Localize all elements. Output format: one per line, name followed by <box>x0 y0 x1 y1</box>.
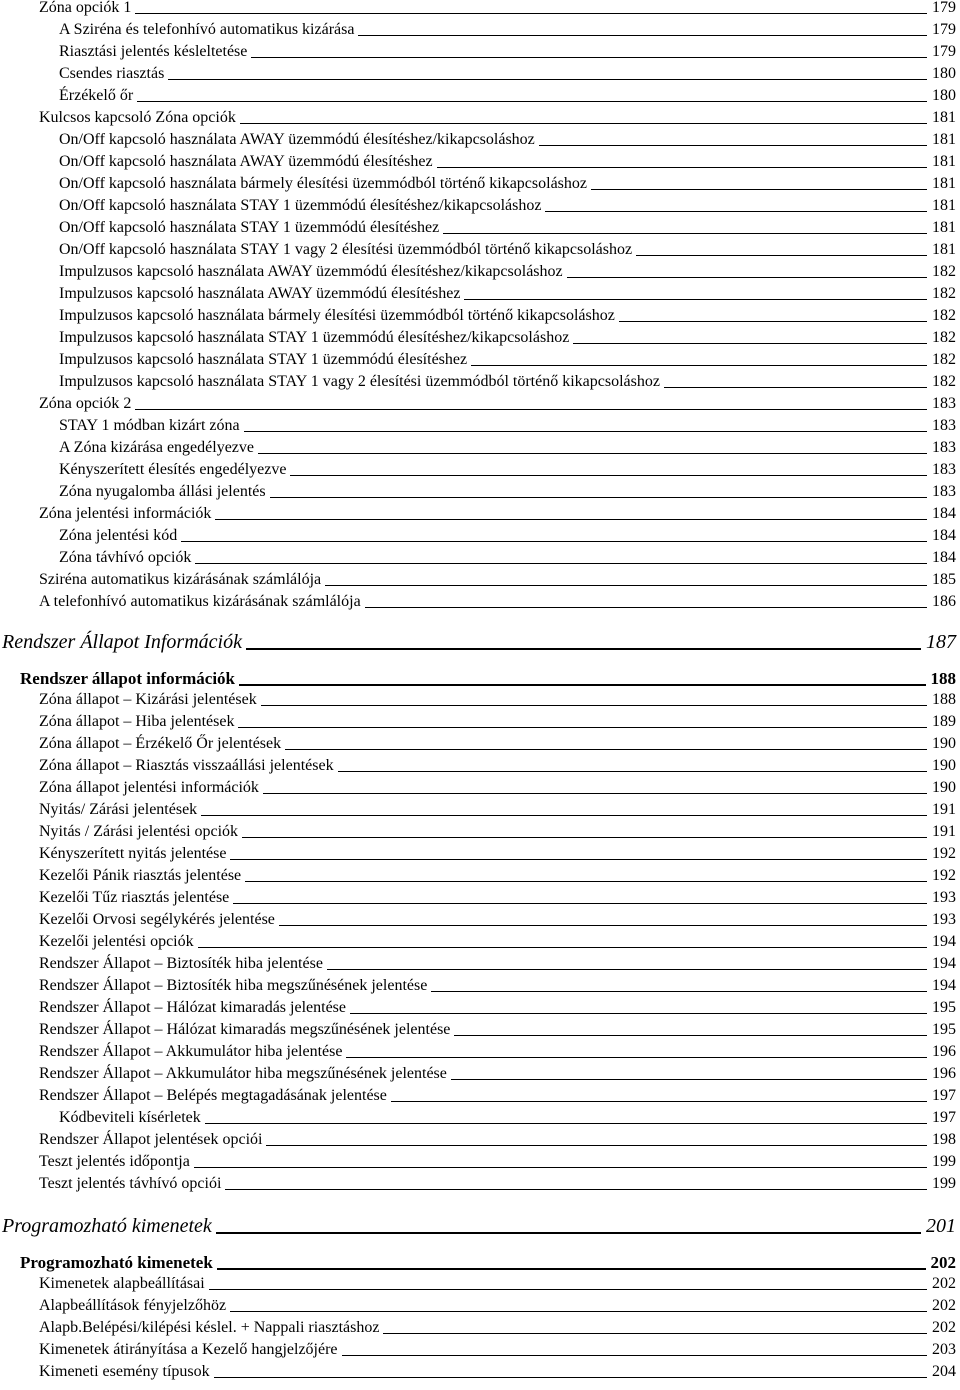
toc-entry[interactable] <box>0 888 960 907</box>
toc-subentry[interactable] <box>0 438 960 457</box>
toc-leader-line <box>619 321 927 322</box>
toc-title: Rendszer állapot információk <box>20 669 236 688</box>
toc-title: Rendszer Állapot – Biztosíték hiba jelentése <box>39 955 323 972</box>
toc-leader-line <box>233 903 927 904</box>
toc-entry[interactable] <box>0 1362 960 1381</box>
toc-subentry[interactable] <box>0 1108 960 1127</box>
toc-leader-line <box>270 497 927 498</box>
toc-title: Kimeneti esemény típusok <box>39 1363 210 1380</box>
toc-title: Rendszer Állapot – Akkumulátor hiba megszűnésének jelentése <box>39 1065 447 1082</box>
toc-title: On/Off kapcsoló használata AWAY üzemmódú élesítéshez <box>59 153 433 170</box>
toc-title: A Sziréna és telefonhívó automatikus kizárása <box>59 21 355 38</box>
toc-leader-line <box>266 1145 927 1146</box>
toc-title: Rendszer Állapot – Hálózat kimaradás jelentése <box>39 999 346 1016</box>
toc-page-number: 199 <box>932 1175 956 1192</box>
toc-page-number: 182 <box>932 307 956 324</box>
toc-leader-line <box>365 607 927 608</box>
toc-subentry[interactable] <box>0 350 960 369</box>
toc-subentry[interactable] <box>0 460 960 479</box>
toc-page-number: 179 <box>932 0 956 16</box>
toc-leader-line <box>238 727 927 728</box>
toc-leader-line <box>261 705 927 706</box>
toc-entry[interactable] <box>0 690 960 709</box>
toc-leader-line <box>437 167 927 168</box>
toc-leader-line <box>230 859 927 860</box>
toc-leader-line <box>244 431 927 432</box>
toc-leader-line <box>215 519 927 520</box>
toc-page-number: 197 <box>932 1087 956 1104</box>
toc-title: Zóna állapot – Érzékelő Őr jelentések <box>39 735 282 752</box>
toc-title: Kimenetek átirányítása a Kezelő hangjelzőjére <box>39 1341 338 1358</box>
toc-page-number: 181 <box>932 197 956 214</box>
toc-page-number: 182 <box>932 329 956 346</box>
toc-title: Impulzusos kapcsoló használata STAY 1 üzemmódú élesítéshez <box>59 351 468 368</box>
toc-entry[interactable] <box>0 1086 960 1105</box>
toc-chapter[interactable] <box>0 630 960 654</box>
toc-title: A Zóna kizárása engedélyezve <box>59 439 255 456</box>
toc-subentry[interactable] <box>0 64 960 83</box>
toc-leader-line <box>290 475 927 476</box>
toc-page-number: 202 <box>932 1297 956 1314</box>
toc-page-number: 182 <box>932 373 956 390</box>
toc-page-number: 192 <box>932 867 956 884</box>
toc-title: Impulzusos kapcsoló használata bármely élesítési üzemmódból történő kikapcsoláshoz <box>59 307 615 324</box>
toc-leader-line <box>225 1189 927 1190</box>
toc-leader-line <box>201 815 927 816</box>
toc-subentry[interactable] <box>0 130 960 149</box>
toc-entry[interactable] <box>0 932 960 951</box>
toc-page-number: 193 <box>932 911 956 928</box>
toc-title: Impulzusos kapcsoló használata STAY 1 vagy 2 élesítési üzemmódból történő kikapcsoláshoz <box>59 373 660 390</box>
toc-leader-line <box>545 211 927 212</box>
toc-page-number: 182 <box>932 351 956 368</box>
toc-subentry[interactable] <box>0 306 960 325</box>
toc-title: Teszt jelentés időpontja <box>39 1153 190 1170</box>
toc-page-number: 183 <box>932 461 956 478</box>
toc-title: Rendszer Állapot Információk <box>2 631 242 653</box>
toc-leader-line <box>454 1035 927 1036</box>
toc-entry[interactable] <box>0 1274 960 1293</box>
toc-entry[interactable] <box>0 1130 960 1149</box>
toc-title: On/Off kapcsoló használata bármely élesítési üzemmódból történő kikapcsoláshoz <box>59 175 587 192</box>
toc-title: Zóna állapot – Hiba jelentések <box>39 713 235 730</box>
toc-page-number: 181 <box>932 131 956 148</box>
toc-title: Programozható kimenetek <box>20 1253 213 1272</box>
toc-chapter[interactable] <box>0 1214 960 1238</box>
toc-page-number: 183 <box>932 417 956 434</box>
toc-title: Zóna jelentési információk <box>39 505 212 522</box>
toc-page-number: 184 <box>932 527 956 544</box>
toc-leader-line <box>443 233 927 234</box>
toc-leader-line <box>431 991 927 992</box>
toc-leader-line <box>135 409 927 410</box>
toc-entry[interactable] <box>0 800 960 819</box>
toc-title: Rendszer Állapot jelentések opciói <box>39 1131 263 1148</box>
toc-leader-line <box>636 255 927 256</box>
toc-page-number: 185 <box>932 571 956 588</box>
toc-entry[interactable] <box>0 1064 960 1083</box>
toc-title: Zóna opciók 2 <box>39 395 132 412</box>
toc-title: Programozható kimenetek <box>2 1215 212 1237</box>
toc-page-number: 202 <box>932 1319 956 1336</box>
toc-leader-line <box>251 57 927 58</box>
toc-page-number: 191 <box>932 801 956 818</box>
toc-entry[interactable] <box>0 570 960 589</box>
toc-subentry[interactable] <box>0 152 960 171</box>
toc-title: Zóna jelentési kód <box>59 527 178 544</box>
toc-subentry[interactable] <box>0 328 960 347</box>
toc-page-number: 183 <box>932 483 956 500</box>
toc-title: Kezelői Pánik riasztás jelentése <box>39 867 242 884</box>
toc-subentry[interactable] <box>0 20 960 39</box>
toc-title: Csendes riasztás <box>59 65 165 82</box>
toc-leader-line <box>135 13 927 14</box>
toc-leader-line <box>325 585 927 586</box>
toc-leader-line <box>279 925 927 926</box>
toc-title: Rendszer Állapot – Belépés megtagadásának jelentése <box>39 1087 387 1104</box>
toc-page-number: 192 <box>932 845 956 862</box>
toc-page-number: 180 <box>932 65 956 82</box>
toc-title: Alapbeállítások fényjelzőhöz <box>39 1297 227 1314</box>
toc-page-number: 197 <box>932 1109 956 1126</box>
toc-leader-line <box>664 387 927 388</box>
toc-leader-line <box>194 1167 927 1168</box>
toc-leader-line <box>198 947 927 948</box>
toc-subentry[interactable] <box>0 416 960 435</box>
toc-entry[interactable] <box>0 0 960 17</box>
toc-title: Sziréna automatikus kizárásának számlálója <box>39 571 322 588</box>
toc-entry[interactable] <box>0 910 960 929</box>
toc-page-number: 181 <box>932 175 956 192</box>
toc-subentry[interactable] <box>0 284 960 303</box>
toc-leader-line <box>383 1333 927 1334</box>
toc-title: Kényszerített nyitás jelentése <box>39 845 227 862</box>
toc-leader-line <box>358 35 927 36</box>
toc-leader-line <box>217 1268 926 1270</box>
toc-page-number: 195 <box>932 999 956 1016</box>
toc-title: Zóna állapot jelentési információk <box>39 779 259 796</box>
toc-title: Rendszer Állapot – Hálózat kimaradás megszűnésének jelentése <box>39 1021 451 1038</box>
toc-page-number: 194 <box>932 955 956 972</box>
toc-leader-line <box>539 145 927 146</box>
toc-title: Nyitás / Zárási jelentési opciók <box>39 823 239 840</box>
toc-page-number: 190 <box>932 779 956 796</box>
toc-title: On/Off kapcsoló használata STAY 1 üzemmódú élesítéshez/kikapcsoláshoz <box>59 197 542 214</box>
toc-leader-line <box>464 299 927 300</box>
toc-title: Kimenetek alapbeállításai <box>39 1275 205 1292</box>
toc-page-number: 196 <box>932 1065 956 1082</box>
toc-entry[interactable] <box>0 866 960 885</box>
toc-page-number: 203 <box>932 1341 956 1358</box>
toc-entry[interactable] <box>0 1174 960 1193</box>
toc-entry[interactable] <box>0 504 960 523</box>
toc-leader-line <box>246 648 921 650</box>
toc-page-number: 196 <box>932 1043 956 1060</box>
toc-entry[interactable] <box>0 734 960 753</box>
toc-page-number: 195 <box>932 1021 956 1038</box>
toc-page-number: 202 <box>930 1253 956 1272</box>
toc-title: Érzékelő őr <box>59 87 134 104</box>
toc-entry[interactable] <box>0 976 960 995</box>
toc-page-number: 181 <box>932 109 956 126</box>
toc-entry[interactable] <box>0 998 960 1017</box>
toc-entry[interactable] <box>0 1042 960 1061</box>
toc-page-number: 201 <box>926 1215 956 1237</box>
toc-title: Rendszer Állapot – Biztosíték hiba megszűnésének jelentése <box>39 977 428 994</box>
toc-title: STAY 1 módban kizárt zóna <box>59 417 240 434</box>
toc-page-number: 183 <box>932 439 956 456</box>
toc-entry[interactable] <box>0 1340 960 1359</box>
toc-leader-line <box>242 837 927 838</box>
toc-title: Zóna nyugalomba állási jelentés <box>59 483 266 500</box>
toc-title: Kezelői Tűz riasztás jelentése <box>39 889 230 906</box>
toc-entry[interactable] <box>0 756 960 775</box>
toc-title: Zóna állapot – Kizárási jelentések <box>39 691 257 708</box>
toc-page-number: 181 <box>932 219 956 236</box>
toc-subentry[interactable] <box>0 196 960 215</box>
toc-title: Zóna állapot – Riasztás visszaállási jelentések <box>39 757 334 774</box>
toc-subentry[interactable] <box>0 482 960 501</box>
toc-page-number: 199 <box>932 1153 956 1170</box>
toc-title: A telefonhívó automatikus kizárásának számlálója <box>39 593 361 610</box>
toc-title: Kezelői Orvosi segélykérés jelentése <box>39 911 275 928</box>
toc-leader-line <box>451 1079 927 1080</box>
toc-page-number: 190 <box>932 735 956 752</box>
toc-entry[interactable] <box>0 1318 960 1337</box>
toc-leader-line <box>239 684 925 686</box>
toc-entry[interactable] <box>0 778 960 797</box>
toc-leader-line <box>168 79 927 80</box>
toc-page-number: 184 <box>932 549 956 566</box>
toc-leader-line <box>263 793 927 794</box>
toc-title: Impulzusos kapcsoló használata AWAY üzemmódú élesítéshez <box>59 285 461 302</box>
toc-entry[interactable] <box>0 1296 960 1315</box>
toc-leader-line <box>338 771 927 772</box>
toc-leader-line <box>205 1123 927 1124</box>
toc-subentry[interactable] <box>0 240 960 259</box>
toc-title: Impulzusos kapcsoló használata AWAY üzemmódú élesítéshez/kikapcsoláshoz <box>59 263 563 280</box>
toc-leader-line <box>214 1377 927 1378</box>
toc-title: Kényszerített élesítés engedélyezve <box>59 461 287 478</box>
toc-subentry[interactable] <box>0 42 960 61</box>
toc-title: Alapb.Belépési/kilépési késlel. + Nappali riasztáshoz <box>39 1319 380 1336</box>
toc-subentry[interactable] <box>0 526 960 545</box>
toc-entry[interactable] <box>0 844 960 863</box>
toc-page-number: 183 <box>932 395 956 412</box>
toc-section[interactable] <box>0 1252 960 1273</box>
toc-page-number: 193 <box>932 889 956 906</box>
toc-subentry[interactable] <box>0 262 960 281</box>
toc-title: Zóna opciók 1 <box>39 0 132 16</box>
toc-page-number: 182 <box>932 285 956 302</box>
toc-leader-line <box>240 123 927 124</box>
toc-page-number: 194 <box>932 933 956 950</box>
toc-page-number: 198 <box>932 1131 956 1148</box>
toc-entry[interactable] <box>0 822 960 841</box>
toc-leader-line <box>391 1101 927 1102</box>
toc-page-number: 181 <box>932 153 956 170</box>
toc-page-number: 184 <box>932 505 956 522</box>
toc-page-number: 188 <box>932 691 956 708</box>
toc-title: Kulcsos kapcsoló Zóna opciók <box>39 109 236 126</box>
toc-title: Impulzusos kapcsoló használata STAY 1 üzemmódú élesítéshez/kikapcsoláshoz <box>59 329 570 346</box>
toc-title: Kezelői jelentési opciók <box>39 933 194 950</box>
toc-page-number: 189 <box>932 713 956 730</box>
toc-subentry[interactable] <box>0 372 960 391</box>
toc-subentry[interactable] <box>0 86 960 105</box>
toc-page-number: 182 <box>932 263 956 280</box>
toc-subentry[interactable] <box>0 218 960 237</box>
toc-leader-line <box>195 563 927 564</box>
toc-entry[interactable] <box>0 108 960 127</box>
toc-page-number: 194 <box>932 977 956 994</box>
toc-leader-line <box>285 749 927 750</box>
toc-title: Kódbeviteli kísérletek <box>59 1109 201 1126</box>
toc-leader-line <box>181 541 927 542</box>
toc-title: On/Off kapcsoló használata STAY 1 vagy 2 élesítési üzemmódból történő kikapcsoláshoz <box>59 241 633 258</box>
toc-page-number: 179 <box>932 21 956 38</box>
toc-leader-line <box>230 1311 927 1312</box>
toc-title: On/Off kapcsoló használata AWAY üzemmódú élesítéshez/kikapcsoláshoz <box>59 131 535 148</box>
toc-title: Teszt jelentés távhívó opciói <box>39 1175 222 1192</box>
toc-entry[interactable] <box>0 1152 960 1171</box>
toc-page-number: 181 <box>932 241 956 258</box>
toc-leader-line <box>342 1355 927 1356</box>
toc-subentry[interactable] <box>0 548 960 567</box>
toc-leader-line <box>258 453 927 454</box>
toc-page-number: 204 <box>932 1363 956 1380</box>
toc-leader-line <box>137 101 927 102</box>
toc-leader-line <box>567 277 927 278</box>
toc-page-number: 180 <box>932 87 956 104</box>
toc-leader-line <box>245 881 927 882</box>
toc-title: Riasztási jelentés késleltetése <box>59 43 248 60</box>
toc-title: Zóna távhívó opciók <box>59 549 192 566</box>
toc-leader-line <box>209 1289 927 1290</box>
toc-title: Rendszer Állapot – Akkumulátor hiba jelentése <box>39 1043 343 1060</box>
toc-entry[interactable] <box>0 1020 960 1039</box>
toc-leader-line <box>573 343 927 344</box>
toc-entry[interactable] <box>0 592 960 611</box>
toc-page-number: 188 <box>930 669 956 688</box>
toc-page-number: 202 <box>932 1275 956 1292</box>
toc-page-number: 179 <box>932 43 956 60</box>
toc-leader-line <box>350 1013 927 1014</box>
toc-leader-line <box>216 1232 921 1234</box>
toc-page-number: 190 <box>932 757 956 774</box>
toc-leader-line <box>471 365 927 366</box>
toc-title: On/Off kapcsoló használata STAY 1 üzemmódú élesítéshez <box>59 219 440 236</box>
toc-entry[interactable] <box>0 394 960 413</box>
toc-leader-line <box>327 969 927 970</box>
toc-title: Nyitás/ Zárási jelentések <box>39 801 198 818</box>
toc-subentry[interactable] <box>0 174 960 193</box>
toc-section[interactable] <box>0 668 960 689</box>
toc-leader-line <box>591 189 927 190</box>
toc-leader-line <box>346 1057 927 1058</box>
toc-entry[interactable] <box>0 954 960 973</box>
toc-page-number: 191 <box>932 823 956 840</box>
toc-page-number: 186 <box>932 593 956 610</box>
toc-page-number: 187 <box>926 631 956 653</box>
toc-entry[interactable] <box>0 712 960 731</box>
